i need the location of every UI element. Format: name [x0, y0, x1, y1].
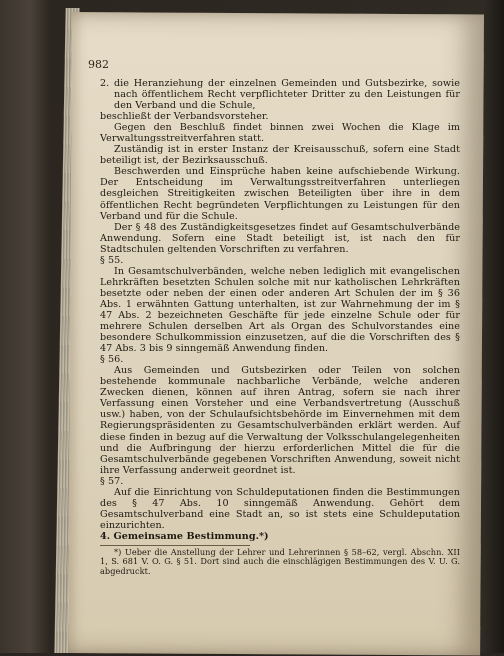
section-heading-57: § 57. [100, 475, 124, 487]
binding-shadow [484, 0, 504, 653]
section-heading-55: § 55. [100, 254, 124, 266]
page-text [100, 78, 460, 576]
list-item-2: 2. die Heranziehung der einzelnen Gemeinden und Gutsbezirke, sowie nach öffentlichem Recht verpflichteter Dritter zu den Leistungen für den Verband und die Schule, [100, 78, 460, 112]
item-2-conclusion: beschließt der Verbandsvorsteher. [100, 111, 269, 123]
section-heading-56: § 56. [100, 354, 124, 366]
chapter-heading-4: 4. Gemeinsame Bestimmung.*) [100, 530, 269, 542]
paragraph-zustaendigkeit: Zuständig ist in erster Instanz der Kreisausschuß, sofern eine Stadt beteiligt ist, der Bezirksausschuß. [100, 144, 460, 167]
footnote-rule [100, 545, 250, 546]
section-56-text: Aus Gemeinden und Gutsbezirken oder Teilen von solchen bestehende kommunale nachbarliche Verbände, welche anderen Zwecken dienen, können auf ihren Antrag, sofern sie nach ihrer Verfassung einen Vorsteher und eine Verbandsvertretung (Ausschuß usw.) haben, von der Schulaufsichtsbehörde im Einvernehmen mit dem Regierungspräsidenten zu Gesamtschulverbänden erklärt werden. Auf diese finden in bezug auf die Verwaltung der Volksschulangelegenheiten und die Aufbringung der hierzu erforderlichen Mittel die für die Gesamtschulverbände gegebenen Vorschriften Anwendung, soweit nicht ihre Verfassung anderweit geordnet ist. [100, 365, 460, 476]
paragraph-beschwerden: Beschwerden und Einsprüche haben keine aufschiebende Wirkung. Der Entscheidung im Verwaltungsstreitverfahren unterliegen desgleichen Streitigkeiten zwischen Beteiligten über ihre in dem öffentlichen Recht begründeten Verpflichtungen zu Leistungen für den Verband und für die Schule. [100, 166, 460, 222]
page-number: 982 [88, 58, 109, 71]
section-55-text: In Gesamtschulverbänden, welche neben lediglich mit evangelischen Lehrkräften besetzten Schulen solche mit nur katholischen Lehrkräften besetzte oder neben der einen oder anderen Art Schulen der im § 36 Abs. 1 erwähnten Gattung unterhalten, ist zur Wahrnehmung der im § 47 Abs. 2 bezeichneten Geschäfte für jede einzelne Schule oder für mehrere Schulen derselben Art als Organ des Schulvorstandes eine besondere Schulkommission einzusetzen, auf die die Vorschriften des § 47 Abs. 3 bis 9 sinngemäß Anwendung finden. [100, 265, 460, 355]
footnote: *) Ueber die Anstellung der Lehrer und Lehrerinnen § 58–62, vergl. Abschn. XII 1, S. 681 V. O. G. § 51. Dort sind auch die einschlägigen Bestimmungen des V. U. G. abgedruckt. [100, 546, 460, 576]
paragraph-paragraph-48: Der § 48 des Zuständigkeitsgesetzes findet auf Gesamtschulverbände Anwendung. Sofern eine Stadt beteiligt ist, ist nach den für Stadtschulen geltenden Vorschriften zu verfahren. [100, 221, 460, 255]
section-57-text: Auf die Einrichtung von Schuldeputationen finden die Bestimmungen des § 47 Abs. 10 sinngemäß Anwendung. Gehört dem Gesamtschulverband eine Stadt an, so ist stets eine Schuldeputation einzurichten. [100, 486, 460, 531]
paragraph-klage: Gegen den Beschluß findet binnen zwei Wochen die Klage im Verwaltungsstreitverfahren statt. [100, 122, 460, 145]
